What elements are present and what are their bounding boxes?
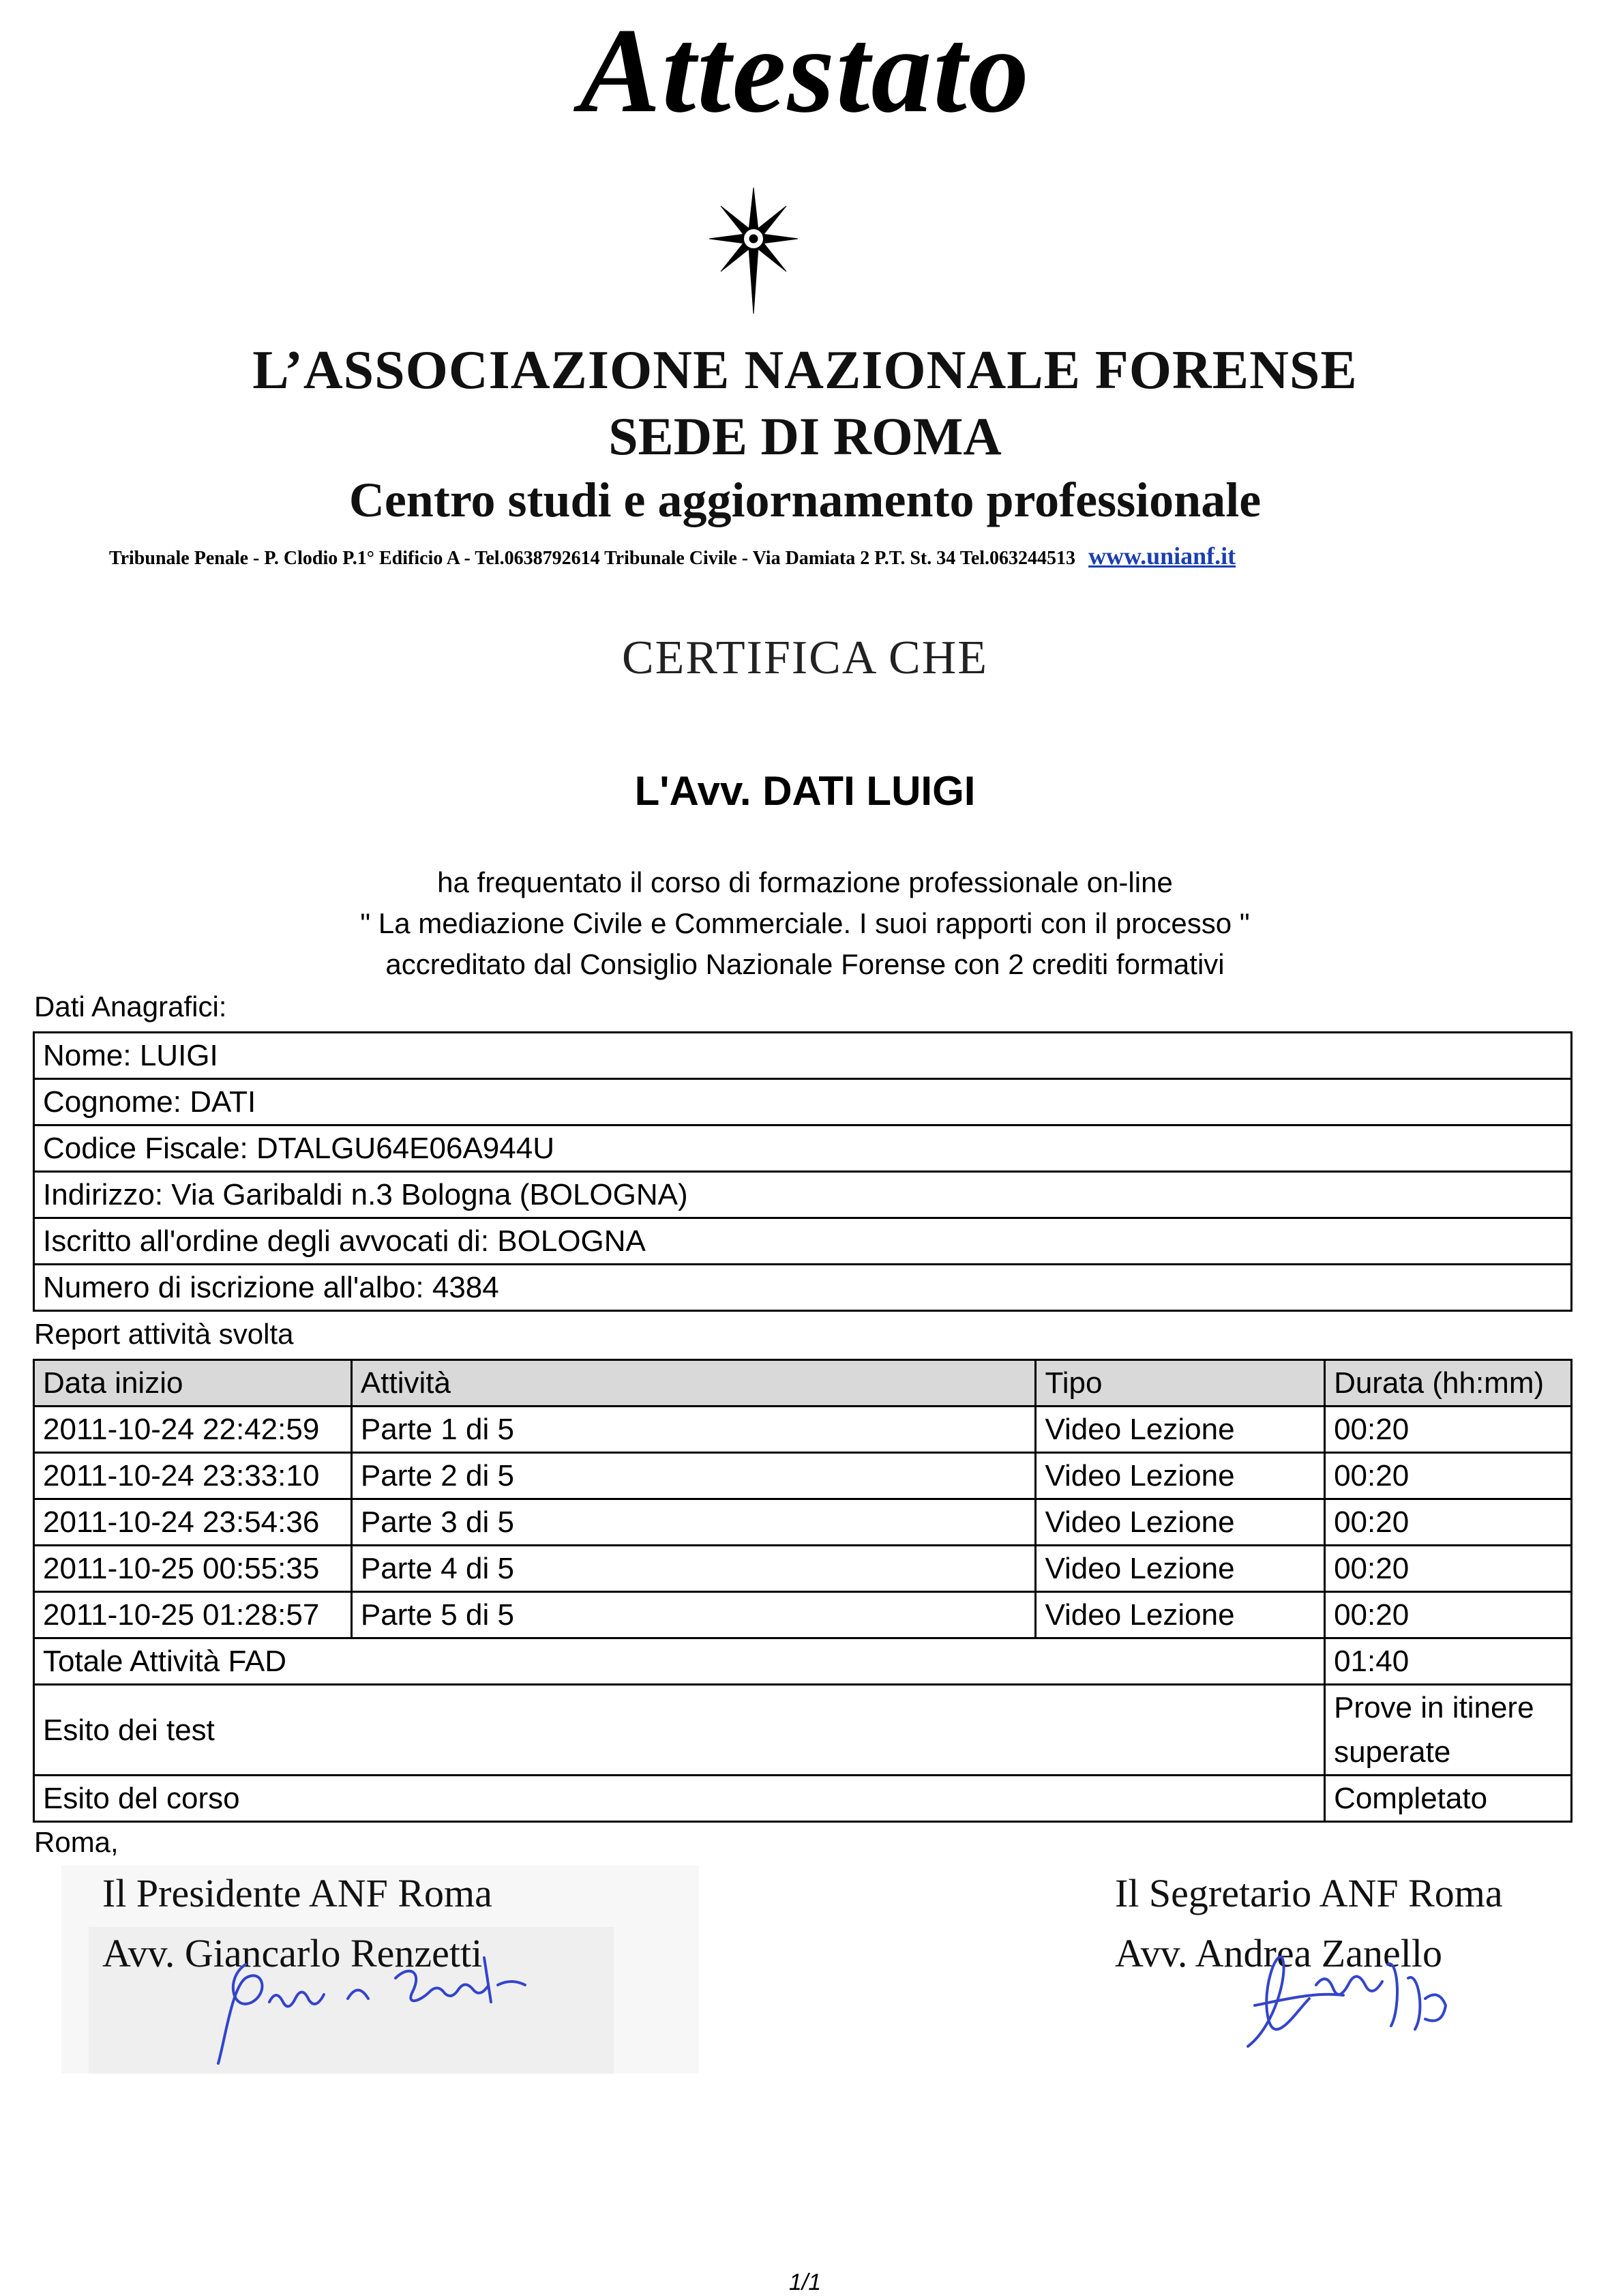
president-name: Avv. Giancarlo Renzetti <box>102 1931 483 1975</box>
secretary-name: Avv. Andrea Zanello <box>1115 1931 1442 1975</box>
organization-center: Centro studi e aggiornamento professionale <box>348 473 1262 527</box>
compass-star-icon <box>702 184 805 314</box>
column-header-start-date: Data inizio <box>34 1360 352 1407</box>
cell-activity: Parte 4 di 5 <box>351 1546 1036 1592</box>
table-row <box>34 1499 1572 1546</box>
organization-name: L’ASSOCIAZIONE NAZIONALE FORENSE <box>252 340 1358 400</box>
cell-duration: 00:20 <box>1325 1453 1572 1499</box>
recipient-name: L'Avv. DATI LUIGI <box>634 768 976 814</box>
column-header-type: Tipo <box>1036 1360 1325 1407</box>
table-row <box>34 1033 1572 1079</box>
table-row-course-result <box>34 1776 1572 1822</box>
cell-type: Video Lezione <box>1036 1453 1325 1499</box>
table-row <box>34 1592 1572 1638</box>
cell-type: Video Lezione <box>1036 1546 1325 1592</box>
personal-registration-number: Numero di iscrizione all'albo: 4384 <box>34 1265 1572 1311</box>
table-row <box>34 1079 1572 1125</box>
cell-activity: Parte 1 di 5 <box>351 1407 1036 1453</box>
website-link[interactable]: www.unianf.it <box>1088 542 1236 570</box>
organization-contacts <box>109 542 1507 570</box>
cell-type: Video Lezione <box>1036 1592 1325 1638</box>
test-result-label: Esito dei test <box>34 1685 1325 1776</box>
secretary-handwritten-signature <box>1234 1944 1459 2060</box>
president-title: Il Presidente ANF Roma <box>102 1871 492 1915</box>
secretary-title: Il Segretario ANF Roma <box>1115 1871 1503 1915</box>
organization-branch: SEDE DI ROMA <box>608 407 1002 466</box>
column-header-duration: Durata (hh:mm) <box>1325 1360 1572 1407</box>
cell-duration: 00:20 <box>1325 1592 1572 1638</box>
table-row <box>34 1546 1572 1592</box>
personal-name: Nome: LUIGI <box>34 1033 1572 1079</box>
cell-activity: Parte 5 di 5 <box>351 1592 1036 1638</box>
cell-type: Video Lezione <box>1036 1499 1325 1546</box>
table-row <box>34 1218 1572 1265</box>
cell-start-date: 2011-10-24 22:42:59 <box>34 1407 352 1453</box>
certifies-heading: CERTIFICA CHE <box>621 632 989 684</box>
personal-data-label: Dati Anagrafici: <box>34 990 227 1022</box>
activity-report-table <box>33 1359 1572 1823</box>
cell-duration: 00:20 <box>1325 1407 1572 1453</box>
cell-activity: Parte 2 di 5 <box>351 1453 1036 1499</box>
table-row <box>34 1172 1572 1218</box>
course-result-value: Completato <box>1325 1776 1572 1822</box>
table-header-row <box>34 1360 1572 1407</box>
total-value: 01:40 <box>1325 1638 1572 1685</box>
cell-start-date: 2011-10-24 23:33:10 <box>34 1453 352 1499</box>
place-label: Roma, <box>34 1826 119 1858</box>
personal-surname: Cognome: DATI <box>34 1079 1572 1125</box>
cell-type: Video Lezione <box>1036 1407 1325 1453</box>
total-label: Totale Attività FAD <box>34 1638 1325 1685</box>
course-result-label: Esito del corso <box>34 1776 1325 1822</box>
personal-tax-code: Codice Fiscale: DTALGU64E06A944U <box>34 1125 1572 1172</box>
cell-start-date: 2011-10-24 23:54:36 <box>34 1499 352 1546</box>
activity-report-label: Report attività svolta <box>34 1318 294 1350</box>
certificate-title: Attestato <box>580 3 1030 138</box>
table-row <box>34 1407 1572 1453</box>
personal-address: Indirizzo: Via Garibaldi n.3 Bologna (BOLOGNA) <box>34 1172 1572 1218</box>
cell-start-date: 2011-10-25 01:28:57 <box>34 1592 352 1638</box>
course-text-line-3: accreditato dal Consiglio Nazionale Forense con 2 crediti formativi <box>385 948 1225 980</box>
cell-activity: Parte 3 di 5 <box>351 1499 1036 1546</box>
personal-data-table <box>33 1031 1572 1312</box>
column-header-activity: Attività <box>351 1360 1036 1407</box>
page-number: 1/1 <box>788 2269 822 2295</box>
table-row <box>34 1453 1572 1499</box>
cell-duration: 00:20 <box>1325 1546 1572 1592</box>
table-row <box>34 1125 1572 1172</box>
test-result-value: Prove in itinere superate <box>1325 1685 1572 1776</box>
table-row-test-result <box>34 1685 1572 1776</box>
course-text-line-2: " La mediazione Civile e Commerciale. I suoi rapporti con il processo " <box>360 907 1250 939</box>
personal-bar-order: Iscritto all'ordine degli avvocati di: BOLOGNA <box>34 1218 1572 1265</box>
cell-duration: 00:20 <box>1325 1499 1572 1546</box>
table-row-total <box>34 1638 1572 1685</box>
president-handwritten-signature <box>205 1937 573 2074</box>
cell-start-date: 2011-10-25 00:55:35 <box>34 1546 352 1592</box>
contacts-text: Tribunale Penale - P. Clodio P.1° Edificio A - Tel.0638792614 Tribunale Civile - Via Damiata 2 P.T. St. 34 Tel.063244513 <box>109 548 1076 569</box>
table-row <box>34 1265 1572 1311</box>
course-text-line-1: ha frequentato il corso di formazione professionale on-line <box>437 866 1173 898</box>
